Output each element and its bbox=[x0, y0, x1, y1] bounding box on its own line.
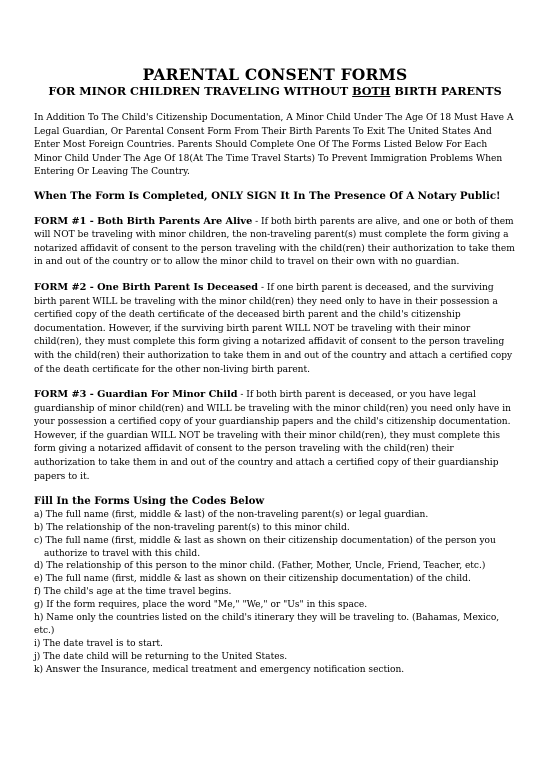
form-1-body: - If both birth parents are alive, and one or both of them will NOT be traveling with minor children, the non-traveling parent(s) must complete the form giving a notarized affidavit of consent to the person traveling with the child(ren) their authorization to take them in and out of the country or to allow the minor child to travel on their own with no guardian. bbox=[34, 216, 515, 268]
form-3-body: - If both birth parent is deceased, or you have legal guardianship of minor child(ren) and WILL be traveling with the minor child(ren) you need only have in your possession a certified copy of your guardianship papers and the child's citizenship documentation. However, if the guardian WILL NOT be traveling with their minor child(ren), they must complete this form giving a notarized affidavit of consent to the person traveling with the child(ren) their authorization to take them in and out of the country and attach a certified copy of their guardianship papers to it. bbox=[34, 390, 511, 482]
form-1-section bbox=[34, 215, 516, 270]
codes-list bbox=[34, 509, 516, 677]
form-2-body: - If one birth parent is deceased, and the surviving birth parent WILL be traveling with the minor child(ren) they need only to have in their possession a certified copy of the death certificate of the deceased birth parent and the child's citizenship documentation. However, if the surviving birth parent WILL NOT be traveling with their minor child(ren), they must complete this form giving a notarized affidavit of consent to the person traveling with the child(ren) their authorization to take them in and out of the country and attach a certified copy of the death certificate for the other non-living birth parent. bbox=[34, 282, 513, 375]
code-item-h: h) Name only the countries listed on the child's itinerary they will be traveling to. (Bahamas, Mexico, etc.) bbox=[34, 613, 500, 636]
page-title: PARENTAL CONSENT FORMS bbox=[142, 65, 408, 84]
subtitle-part-2: BIRTH PARENTS bbox=[390, 84, 502, 98]
code-item-i: i) The date travel is to start. bbox=[34, 638, 163, 649]
notary-notice: When The Form Is Completed, ONLY SIGN It In The Presence Of A Notary Public! bbox=[34, 189, 501, 202]
form-2-section bbox=[34, 281, 516, 377]
code-item-a: a) The full name (first, middle & last) of the non-traveling parent(s) or legal guardian. bbox=[34, 509, 429, 520]
intro-paragraph: In Addition To The Child's Citizenship Documentation, A Minor Child Under The Age Of 18 Must Have A Legal Guardian, Or Parental Consent Form From Their Birth Parents To Exit The United States And Enter Most Foreign Countries. Parents Should Complete One Of The Forms Listed Below For Each Minor Child Under The Age Of 18(At The Time Travel Starts) To Prevent Immigration Problems When Entering Or Leaving The Country. bbox=[34, 113, 514, 178]
page-subtitle bbox=[34, 84, 516, 98]
form-2-title: FORM #2 - One Birth Parent Is Deceased bbox=[34, 281, 259, 293]
form-3-title: FORM #3 - Guardian For Minor Child bbox=[34, 389, 238, 401]
code-item-c: c) The full name (first, middle & last as shown on their citizenship documentation) of the person you authorize to travel with this child. bbox=[34, 535, 496, 559]
code-item-g: g) If the form requires, place the word "Me," "We," or "Us" in this space. bbox=[34, 600, 368, 611]
code-item-d: d) The relationship of this person to the minor child. (Father, Mother, Uncle, Friend, Teacher, etc.) bbox=[34, 561, 486, 572]
document-content bbox=[34, 66, 516, 677]
form-3-section bbox=[34, 388, 516, 484]
form-1-title: FORM #1 - Both Birth Parents Are Alive bbox=[34, 215, 253, 227]
codes-heading: Fill In the Forms Using the Codes Below bbox=[34, 495, 265, 508]
code-item-j: j) The date child will be returning to the United States. bbox=[34, 651, 288, 662]
code-item-e: e) The full name (first, middle & last as shown on their citizenship documentation) of the child. bbox=[34, 574, 471, 585]
subtitle-emphasis: BOTH bbox=[352, 84, 391, 98]
code-item-k: k) Answer the Insurance, medical treatment and emergency notification section. bbox=[34, 664, 405, 675]
code-item-b: b) The relationship of the non-traveling parent(s) to this minor child. bbox=[34, 522, 350, 533]
subtitle-part-1: FOR MINOR CHILDREN TRAVELING WITHOUT bbox=[48, 84, 353, 98]
code-item-f: f) The child's age at the time travel begins. bbox=[34, 587, 232, 598]
